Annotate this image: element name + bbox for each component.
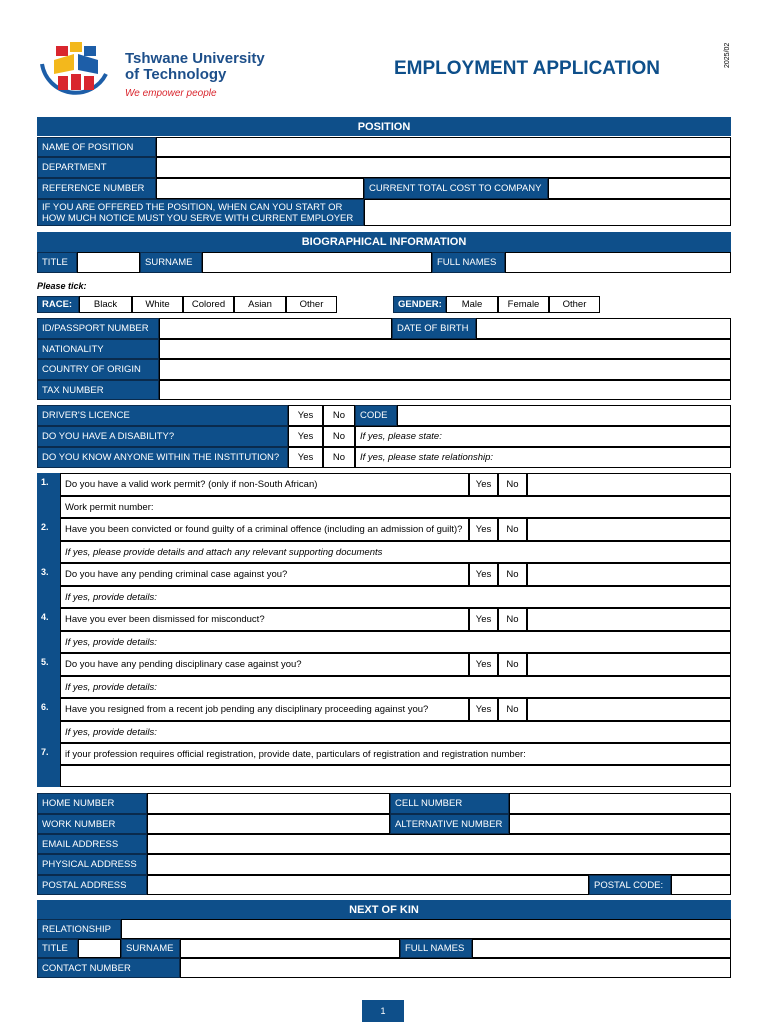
id-passport-field[interactable] xyxy=(159,318,392,339)
know-anyone-label: DO YOU KNOW ANYONE WITHIN THE INSTITUTION? xyxy=(37,447,288,468)
notice-label xyxy=(37,199,364,226)
surname-label: SURNAME xyxy=(140,252,202,273)
drivers-licence-yes[interactable]: Yes xyxy=(288,405,323,426)
work-number-label: WORK NUMBER xyxy=(37,814,147,834)
physical-address-field[interactable] xyxy=(147,854,731,875)
race-option-white[interactable]: White xyxy=(132,296,183,313)
race-option-black[interactable]: Black xyxy=(79,296,132,313)
question-6-yes[interactable]: Yes xyxy=(469,698,498,721)
question-3-text: Do you have any pending criminal case against you? xyxy=(60,563,469,586)
kin-relationship-field[interactable] xyxy=(121,919,731,939)
tax-number-label: TAX NUMBER xyxy=(37,380,159,400)
tax-number-field[interactable] xyxy=(159,380,731,400)
kin-relationship-label: RELATIONSHIP xyxy=(37,919,121,939)
postal-address-label: POSTAL ADDRESS xyxy=(37,875,147,895)
postal-code-label: POSTAL CODE: xyxy=(589,875,671,895)
question-6-subfield[interactable]: If yes, provide details: xyxy=(60,721,731,743)
question-6-no[interactable]: No xyxy=(498,698,527,721)
please-tick-text: Please tick: xyxy=(37,281,87,291)
kin-full-names-field[interactable] xyxy=(472,939,731,958)
know-anyone-no[interactable]: No xyxy=(323,447,355,468)
logo-name-line1: Tshwane University xyxy=(125,50,265,67)
cell-number-field[interactable] xyxy=(509,793,731,814)
drivers-licence-no[interactable]: No xyxy=(323,405,355,426)
email-address-label: EMAIL ADDRESS xyxy=(37,834,147,854)
question-5-yes[interactable]: Yes xyxy=(469,653,498,676)
question-5-subfield[interactable]: If yes, provide details: xyxy=(60,676,731,698)
question-7-answer[interactable] xyxy=(60,765,731,787)
current-total-cost-field[interactable] xyxy=(548,178,731,199)
kin-title-field[interactable] xyxy=(78,939,121,958)
question-7-text: if your profession requires official registration, provide date, particulars of registration and registration number: xyxy=(60,743,731,765)
bio-heading: BIOGRAPHICAL INFORMATION xyxy=(37,232,731,252)
gender-option-female[interactable]: Female xyxy=(498,296,549,313)
question-1-text: Do you have a valid work permit? (only if non-South African) xyxy=(60,473,469,496)
reference-number-field[interactable] xyxy=(156,178,364,199)
question-1-subfield[interactable]: Work permit number: xyxy=(60,496,731,518)
question-2-text: Have you been convicted or found guilty of a criminal offence (including an admission of guilt)? xyxy=(60,518,469,541)
notice-label-line1: IF YOU ARE OFFERED THE POSITION, WHEN CAN YOU START OR xyxy=(42,202,343,213)
alternative-number-field[interactable] xyxy=(509,814,731,834)
department-label: DEPARTMENT xyxy=(37,157,156,178)
page-title: EMPLOYMENT APPLICATION xyxy=(394,58,660,79)
page-number: 1 xyxy=(362,1000,404,1022)
tut-logo-icon xyxy=(34,34,116,108)
question-5-answer[interactable] xyxy=(527,653,731,676)
question-4-no[interactable]: No xyxy=(498,608,527,631)
name-of-position-field[interactable] xyxy=(156,137,731,157)
date-of-birth-label: DATE OF BIRTH xyxy=(392,318,476,339)
question-3-number: 3. xyxy=(37,565,53,579)
question-2-yes[interactable]: Yes xyxy=(469,518,498,541)
question-2-number: 2. xyxy=(37,520,53,534)
full-names-field[interactable] xyxy=(505,252,731,273)
postal-code-field[interactable] xyxy=(671,875,731,895)
disability-label: DO YOU HAVE A DISABILITY? xyxy=(37,426,288,447)
kin-title-label: TITLE xyxy=(37,939,78,958)
title-label: TITLE xyxy=(37,252,77,273)
race-label: RACE: xyxy=(37,296,79,313)
know-anyone-yes[interactable]: Yes xyxy=(288,447,323,468)
gender-option-other[interactable]: Other xyxy=(549,296,600,313)
kin-surname-label: SURNAME xyxy=(121,939,180,958)
position-heading: POSITION xyxy=(37,117,731,136)
question-2-no[interactable]: No xyxy=(498,518,527,541)
logo-name-line2: of Technology xyxy=(125,66,227,83)
question-2-subfield[interactable]: If yes, please provide details and attach any relevant supporting documents xyxy=(60,541,731,563)
question-1-number: 1. xyxy=(37,475,53,489)
title-field[interactable] xyxy=(77,252,140,273)
question-4-subfield[interactable]: If yes, provide details: xyxy=(60,631,731,653)
logo-tagline: We empower people xyxy=(125,88,217,99)
id-passport-label: ID/PASSPORT NUMBER xyxy=(37,318,159,339)
gender-option-male[interactable]: Male xyxy=(446,296,498,313)
question-2-answer[interactable] xyxy=(527,518,731,541)
name-of-position-label: NAME OF POSITION xyxy=(37,137,156,157)
nationality-field[interactable] xyxy=(159,339,731,359)
home-number-field[interactable] xyxy=(147,793,390,814)
disability-no[interactable]: No xyxy=(323,426,355,447)
kin-contact-number-field[interactable] xyxy=(180,958,731,978)
question-4-yes[interactable]: Yes xyxy=(469,608,498,631)
notice-field[interactable] xyxy=(364,199,731,226)
surname-field[interactable] xyxy=(202,252,432,273)
kin-full-names-label: FULL NAMES xyxy=(400,939,472,958)
email-address-field[interactable] xyxy=(147,834,731,854)
race-option-asian[interactable]: Asian xyxy=(234,296,286,313)
race-option-other[interactable]: Other xyxy=(286,296,337,313)
doc-code: 2025/02 xyxy=(724,42,731,68)
nationality-label: NATIONALITY xyxy=(37,339,159,359)
kin-heading: NEXT OF KIN xyxy=(37,900,731,919)
question-5-no[interactable]: No xyxy=(498,653,527,676)
question-6-text: Have you resigned from a recent job pending any disciplinary proceeding against you? xyxy=(60,698,469,721)
question-6-answer[interactable] xyxy=(527,698,731,721)
question-4-answer[interactable] xyxy=(527,608,731,631)
question-7-number: 7. xyxy=(37,745,53,759)
question-3-subfield[interactable]: If yes, provide details: xyxy=(60,586,731,608)
postal-address-field[interactable] xyxy=(147,875,589,895)
country-of-origin-label: COUNTRY OF ORIGIN xyxy=(37,359,159,380)
question-5-text: Do you have any pending disciplinary case against you? xyxy=(60,653,469,676)
full-names-label: FULL NAMES xyxy=(432,252,505,273)
disability-state-field[interactable]: If yes, please state: xyxy=(355,426,731,447)
question-4-text: Have you ever been dismissed for misconduct? xyxy=(60,608,469,631)
code-field[interactable] xyxy=(397,405,731,426)
home-number-label: HOME NUMBER xyxy=(37,793,147,814)
country-of-origin-field[interactable] xyxy=(159,359,731,380)
current-total-cost-label: CURRENT TOTAL COST TO COMPANY xyxy=(364,178,548,199)
drivers-licence-label: DRIVER'S LICENCE xyxy=(37,405,288,426)
kin-surname-field[interactable] xyxy=(180,939,400,958)
reference-number-label: REFERENCE NUMBER xyxy=(37,178,156,199)
question-3-answer[interactable] xyxy=(527,563,731,586)
kin-contact-number-label: CONTACT NUMBER xyxy=(37,958,180,978)
question-3-no[interactable]: No xyxy=(498,563,527,586)
question-3-yes[interactable]: Yes xyxy=(469,563,498,586)
code-label: CODE xyxy=(355,405,397,426)
cell-number-label: CELL NUMBER xyxy=(390,793,509,814)
physical-address-label: PHYSICAL ADDRESS xyxy=(37,854,147,875)
disability-yes[interactable]: Yes xyxy=(288,426,323,447)
gender-label: GENDER: xyxy=(393,296,446,313)
question-1-yes[interactable]: Yes xyxy=(469,473,498,496)
question-5-number: 5. xyxy=(37,655,53,669)
question-6-number: 6. xyxy=(37,700,53,714)
alternative-number-label: ALTERNATIVE NUMBER xyxy=(390,814,509,834)
notice-label-line2: HOW MUCH NOTICE MUST YOU SERVE WITH CURRENT EMPLOYER xyxy=(42,213,354,224)
know-anyone-state-field[interactable]: If yes, please state relationship: xyxy=(355,447,731,468)
question-1-no[interactable]: No xyxy=(498,473,527,496)
work-number-field[interactable] xyxy=(147,814,390,834)
department-field[interactable] xyxy=(156,157,731,178)
question-1-answer[interactable] xyxy=(527,473,731,496)
question-4-number: 4. xyxy=(37,610,53,624)
race-option-colored[interactable]: Colored xyxy=(183,296,234,313)
date-of-birth-field[interactable] xyxy=(476,318,731,339)
